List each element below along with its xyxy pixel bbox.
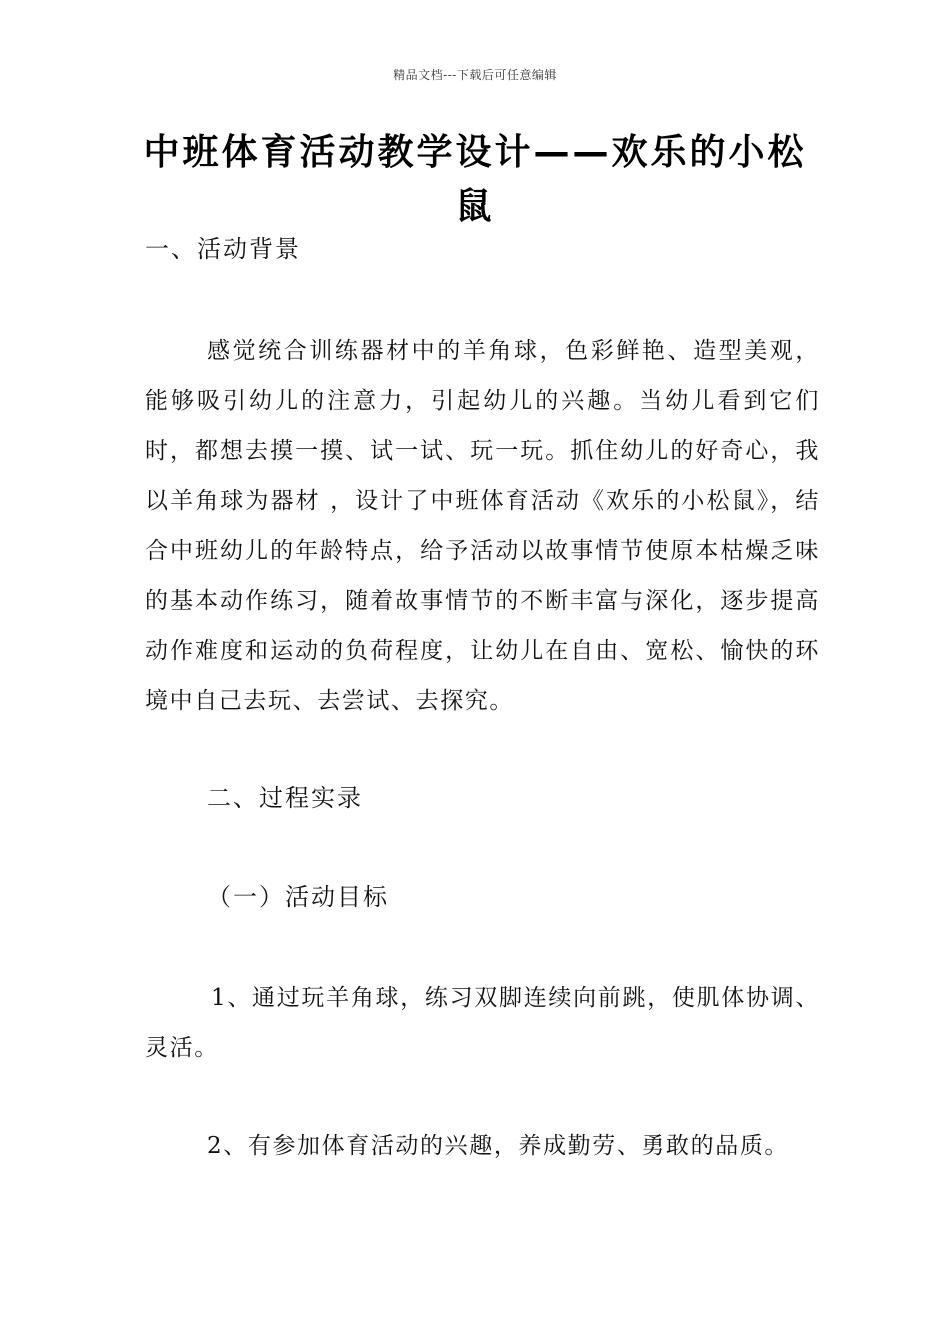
goal-item-2: 2、有参加体育活动的兴趣，养成勤劳、勇敢的品质。 [207, 1133, 790, 1159]
goal-item-1: 1、通过玩羊角球，练习双脚连续向前跳，使肌体协调、灵活。 [145, 985, 820, 1061]
section-heading-background: 一、活动背景 [145, 235, 301, 263]
subsection-heading-goals: （一）活动目标 [207, 883, 389, 911]
background-paragraph: 感觉统合训练器材中的羊角球，色彩鲜艳、造型美观，能够吸引幼儿的注意力，引起幼儿的兴趣。当幼儿看到它们时，都想去摸一摸、试一试、玩一玩。抓住幼儿的好奇心，我以羊角球为器材 ，设计了中班体育活动《欢乐的小松鼠》，结合中班幼儿的年龄特点，给予活动以故事情节使原本枯燥乏味的基本动作练习，随着故事情节的不断丰富与深化，逐步提高动作难度和运动的负荷程度，让幼儿在自由、宽松、愉快的环境中自己去玩、去尝试、去探究。 [145, 338, 820, 714]
section-heading-process: 二、过程实录 [207, 784, 363, 812]
page-title: 中班体育活动教学设计——欢乐的小松鼠 [143, 132, 807, 227]
header-note: 精品文档---下载后可任意编辑 [393, 68, 557, 82]
